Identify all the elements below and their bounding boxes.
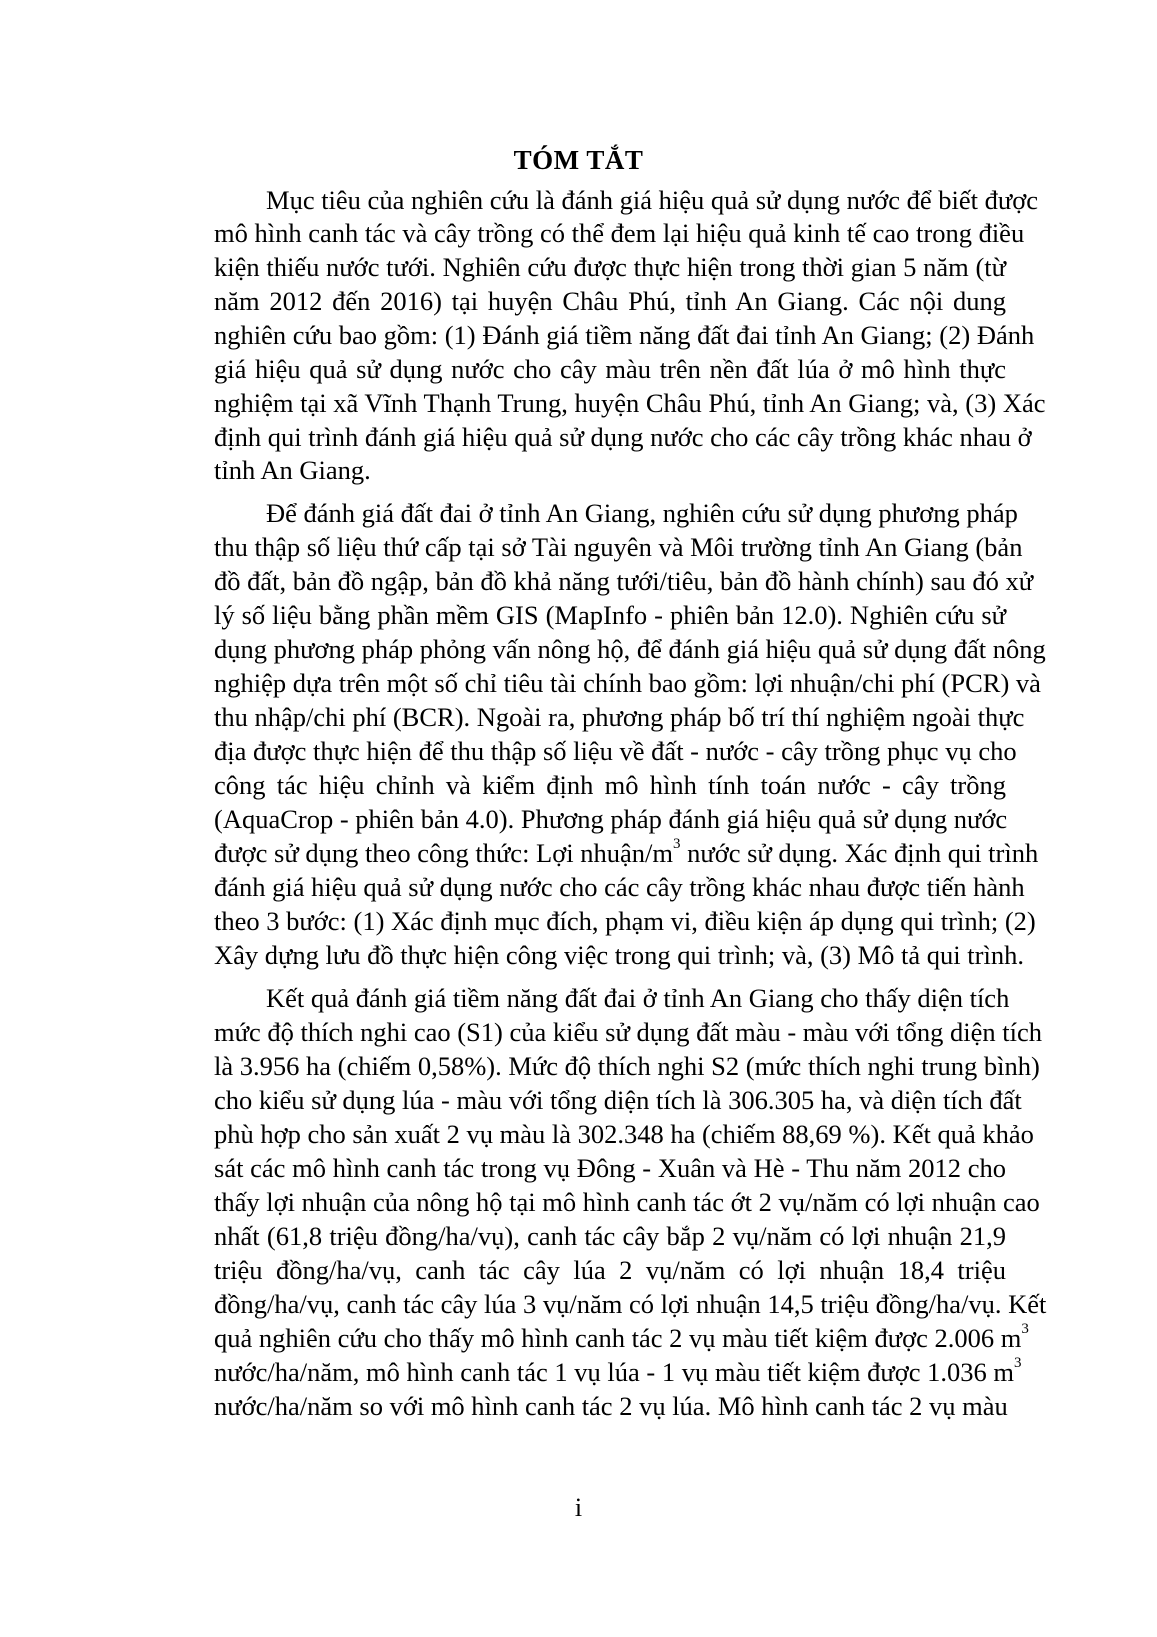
text-line: kiện thiếu nước tưới. Nghiên cứu được thực hiện trong thời gian 5 năm (từ	[214, 252, 1006, 282]
text-line: thấy lợi nhuận của nông hộ tại mô hình canh tác ớt 2 vụ/năm có lợi nhuận cao	[214, 1187, 1040, 1217]
page-title: TÓM TẮT	[513, 145, 644, 175]
text-line: lý số liệu bằng phần mềm GIS (MapInfo - phiên bản 12.0). Nghiên cứu sử	[214, 600, 1006, 630]
text-line: mức độ thích nghi cao (S1) của kiểu sử dụng đất màu - màu với tổng diện tích	[214, 1017, 1042, 1047]
superscript-3: 3	[1014, 1355, 1022, 1372]
text-line	[214, 1355, 1022, 1389]
page-number: i	[574, 1493, 583, 1522]
text-segment: nước sử dụng. Xác định qui trình	[687, 838, 1039, 868]
text-line: triệu đồng/ha/vụ, canh tác cây lúa 2 vụ/năm có lợi nhuận 18,4 triệu	[214, 1255, 1006, 1285]
text-segment: được sử dụng theo công thức: Lợi nhuận/m	[214, 838, 673, 868]
text-line: thu thập số liệu thứ cấp tại sở Tài nguyên và Môi trường tỉnh An Giang (bản	[214, 532, 1023, 562]
text-line: (AquaCrop - phiên bản 4.0). Phương pháp đánh giá hiệu quả sử dụng nước	[214, 804, 1008, 834]
text-line: nghiệm tại xã Vĩnh Thạnh Trung, huyện Châu Phú, tỉnh An Giang; và, (3) Xác	[214, 388, 1046, 418]
text-line: Xây dựng lưu đồ thực hiện công việc trong qui trình; và, (3) Mô tả qui trình.	[214, 940, 1024, 970]
text-line: đồng/ha/vụ, canh tác cây lúa 3 vụ/năm có lợi nhuận 14,5 triệu đồng/ha/vụ. Kết	[214, 1289, 1047, 1319]
text-line: cho kiểu sử dụng lúa - màu với tổng diện tích là 306.305 ha, và diện tích đất	[214, 1085, 1022, 1115]
text-line: tỉnh An Giang.	[214, 455, 371, 485]
text-line: đồ đất, bản đồ ngập, bản đồ khả năng tưới/tiêu, bản đồ hành chính) sau đó xử	[214, 566, 1034, 596]
text-line: giá hiệu quả sử dụng nước cho cây màu trên nền đất lúa ở mô hình thực	[214, 354, 1006, 384]
text-line: thu nhập/chi phí (BCR). Ngoài ra, phương pháp bố trí thí nghiệm ngoài thực	[214, 702, 1025, 732]
text-line: đánh giá hiệu quả sử dụng nước cho các cây trồng khác nhau được tiến hành	[214, 872, 1025, 902]
text-line: địa được thực hiện để thu thập số liệu về đất - nước - cây trồng phục vụ cho	[214, 736, 1017, 766]
text-line	[214, 1321, 1029, 1355]
text-segment: nước/ha/năm, mô hình canh tác 1 vụ lúa - 1 vụ màu tiết kiệm được 1.036 m	[214, 1357, 1015, 1387]
superscript-3: 3	[1021, 1321, 1029, 1338]
text-line: mô hình canh tác và cây trồng có thể đem lại hiệu quả kinh tế cao trong điều	[214, 218, 1025, 248]
text-line: nghiên cứu bao gồm: (1) Đánh giá tiềm năng đất đai tỉnh An Giang; (2) Đánh	[214, 320, 1035, 350]
text-line: là 3.956 ha (chiếm 0,58%). Mức độ thích nghi S2 (mức thích nghi trung bình)	[214, 1051, 1040, 1081]
text-segment: quả nghiên cứu cho thấy mô hình canh tác 2 vụ màu tiết kiệm được 2.006 m	[214, 1323, 1022, 1353]
text-line: dụng phương pháp phỏng vấn nông hộ, để đánh giá hiệu quả sử dụng đất nông	[214, 634, 1046, 664]
text-line: Để đánh giá đất đai ở tỉnh An Giang, nghiên cứu sử dụng phương pháp	[266, 498, 1018, 528]
text-line: nhất (61,8 triệu đồng/ha/vụ), canh tác cây bắp 2 vụ/năm có lợi nhuận 21,9	[214, 1221, 1006, 1251]
text-line: định qui trình đánh giá hiệu quả sử dụng nước cho các cây trồng khác nhau ở	[214, 422, 1032, 452]
superscript-3: 3	[672, 836, 681, 853]
text-line: công tác hiệu chỉnh và kiểm định mô hình tính toán nước - cây trồng	[214, 770, 1006, 800]
text-line: năm 2012 đến 2016) tại huyện Châu Phú, tỉnh An Giang. Các nội dung	[214, 286, 1006, 316]
text-line: Kết quả đánh giá tiềm năng đất đai ở tỉnh An Giang cho thấy diện tích	[266, 983, 1010, 1013]
text-line	[214, 836, 1039, 870]
text-line: theo 3 bước: (1) Xác định mục đích, phạm vi, điều kiện áp dụng qui trình; (2)	[214, 906, 1036, 936]
text-line: Mục tiêu của nghiên cứu là đánh giá hiệu quả sử dụng nước để biết được	[266, 185, 1039, 215]
text-line: sát các mô hình canh tác trong vụ Đông - Xuân và Hè - Thu năm 2012 cho	[214, 1153, 1006, 1183]
text-line: nghiệp dựa trên một số chỉ tiêu tài chính bao gồm: lợi nhuận/chi phí (PCR) và	[214, 668, 1041, 698]
text-line: nước/ha/năm so với mô hình canh tác 2 vụ lúa. Mô hình canh tác 2 vụ màu	[214, 1391, 1008, 1421]
text-line: phù hợp cho sản xuất 2 vụ màu là 302.348 ha (chiếm 88,69 %). Kết quả khảo	[214, 1119, 1034, 1149]
